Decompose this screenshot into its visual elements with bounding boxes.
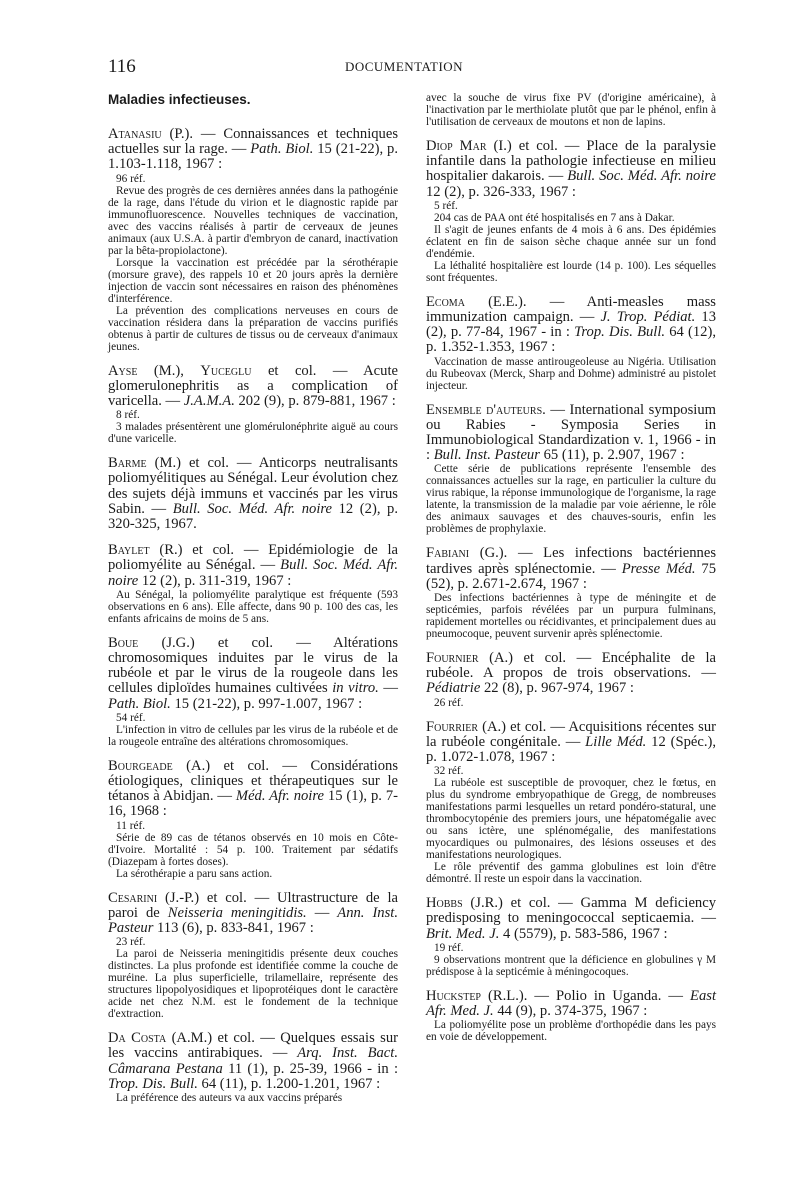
page-number: 116: [108, 56, 136, 77]
author-name: Bourgeade: [108, 757, 173, 774]
journal-title: in vitro.: [332, 680, 379, 697]
bibliography-entry: [108, 364, 398, 446]
citation-text: 64 (12), p. 1.352-1.353, 1967 :: [426, 324, 716, 356]
author-name: Ecoma: [426, 293, 465, 310]
citation-text: 12 (Spéc.), p. 1.072-1.078, 1967 :: [426, 733, 716, 766]
abstract-paragraph: La sérothérapie a paru sans action.: [116, 867, 273, 880]
journal-title: Bull. Soc. Méd. Afr. noire: [108, 557, 398, 589]
citation-text: 15 (21-22), p. 1.103-1.118, 1967 :: [108, 141, 398, 173]
reference-count: 96 réf.: [116, 172, 146, 185]
journal-title: Neisseria meningitidis.: [167, 904, 307, 921]
reference-citation: [108, 759, 398, 820]
abstract: [426, 777, 716, 885]
citation-text: (A.) et col. — Considérations étiologiques, cliniques et thérapeutiques sur le tétanos à Abidjan. —: [108, 757, 398, 805]
reference-citation: [108, 127, 398, 173]
reference-count: 23 réf.: [116, 936, 146, 949]
journal-title: Brit. Med. J.: [426, 925, 500, 942]
journal-title: East Afr. Med. J.: [426, 987, 716, 1020]
abstract: [426, 592, 716, 640]
author-name: Atanasiu: [108, 126, 162, 142]
citation-text: 15 (1), p. 7-16, 1968 :: [108, 788, 398, 820]
abstract: [108, 832, 398, 880]
bibliography-entry: [426, 896, 716, 978]
citation-text: 44 (9), p. 374-375, 1967 :: [493, 1003, 648, 1020]
reference-count: 19 réf.: [434, 941, 464, 954]
reference-citation: [108, 364, 398, 410]
left-column: [108, 92, 398, 1115]
abstract-paragraph: Revue des progrès de ces dernières années dans la pathogénie de la rage, dans l'étude du virion et le diagnostic rapide par immunofluorescence. Nouvelles techniques de vaccination, avec des vaccins réalisés à partir de cerveaux de jeunes animaux (aux U.S.A. à partir d'embryon de canard, inactivation par la bêta-propiolactone).: [108, 184, 398, 257]
citation-text: —: [378, 680, 398, 697]
journal-title: Bull. Inst. Pasteur: [433, 447, 540, 464]
journal-title: Trop. Dis. Bull.: [574, 324, 666, 341]
bibliography-entry: [108, 127, 398, 353]
reference-citation: [426, 403, 716, 464]
author-name: Baylet: [108, 542, 150, 559]
citation-text: (A.) et col. — Encéphalite de la rubéole. A propos de trois observations. —: [426, 650, 716, 682]
citation-text: (J.G.) et col. — Altérations chromosomiques induites par le virus de la rubéole et par le virus de la rougeole dans les cellules diploïdes humaines cultivées: [108, 634, 398, 697]
citation-text: 12 (2), p. 320-325, 1967.: [108, 500, 399, 533]
abstract: [108, 589, 398, 625]
abstract: [108, 948, 398, 1020]
citation-text: 12 (2), p. 326-333, 1967 :: [426, 183, 576, 200]
abstract-paragraph: La paroi de Neisseria meningitidis présente deux couches distinctes. La plus profonde est identifiée comme la couche de muréine. La plus superficielle, trilamellaire, représente des structures lipopolyosidiques et lipoprotéiques dont le caractère acide net chez N.M. est le fondement de la technique d'extraction.: [108, 948, 398, 1021]
abstract: [426, 212, 716, 284]
reference-count: 11 réf.: [116, 819, 146, 832]
citation-text: (E.E.). — Anti-measles mass immunization campaign. —: [426, 293, 716, 326]
citation-text: 113 (6), p. 833-841, 1967 :: [153, 920, 314, 937]
bibliography-entry: [426, 989, 716, 1043]
author-name: Ensemble d'auteurs: [426, 401, 543, 418]
journal-title: Bull. Soc. Méd. Afr. noire: [172, 500, 333, 517]
journal-title: Path. Biol.: [108, 695, 171, 712]
page-header: [108, 56, 700, 80]
bibliography-entry: [426, 546, 716, 640]
abstract-paragraph: La prévention des complications nerveuses en cours de vaccination résidera dans la préparation de vaccins purifiés obtenus à partir de cultures de tissus ou de cerveaux d'animaux jeunes.: [108, 304, 398, 353]
author-name: Huckstep: [426, 987, 481, 1004]
citation-text: 202 (9), p. 879-881, 1967 :: [234, 393, 396, 410]
abstract-paragraph: La poliomyélite pose un problème d'orthopédie dans les pays en voie de développement.: [426, 1019, 716, 1044]
abstract-paragraph: La rubéole est susceptible de provoquer, chez le fœtus, en plus du syndrome embryopathique de Gregg, de nombreuses manifestations parmi lesquelles un retard pondéro-statural, une thrombocytopénie des premiers jours, une hépatomégalie avec ou sans ictère, une splénomégalie, des manifestations myocardiques ou pulmonaires, des lésions osseuses et des manifestations neurologiques.: [426, 777, 716, 862]
running-title: DOCUMENTATION: [344, 59, 464, 74]
citation-text: (M.) et col. — Anticorps neutralisants poliomyélitiques au Sénégal. Leur évolution chez des sujets déjà immuns et vaccinés par les virus Sabin. —: [108, 455, 398, 517]
journal-title: J.A.M.A.: [183, 393, 235, 410]
author-name: Boue: [108, 634, 139, 651]
journal-title: Bull. Soc. Méd. Afr. noire: [567, 168, 716, 185]
bibliography-entry: [108, 456, 398, 532]
abstract-paragraph: Vaccination de masse antirougeoleuse au Nigéria. Utilisation du Rubeovax (Merck, Sharp and Dohme) administré au pistolet injecteur.: [426, 355, 716, 392]
journal-title: Méd. Afr. noire: [235, 788, 324, 805]
citation-text: (I.) et col. — Place de la paralysie infantile dans la pathologie infectieuse en milieu hospitalier dakarois. —: [426, 138, 716, 185]
abstract: [426, 1019, 716, 1043]
reference-count: 32 réf.: [434, 765, 464, 778]
author-name: Diop Mar: [426, 138, 487, 154]
reference-count: 54 réf.: [116, 711, 146, 724]
bibliography-entry: [426, 720, 716, 886]
abstract: [426, 954, 716, 978]
right-column: [426, 92, 716, 1054]
reference-count: 26 réf.: [434, 696, 464, 709]
journal-title: Lille Méd.: [585, 733, 647, 750]
citation-text: 11 (1), p. 25-39, 1966 - in :: [222, 1060, 399, 1077]
reference-count: 8 réf.: [116, 409, 140, 422]
reference-citation: [426, 139, 716, 200]
abstract: [108, 421, 398, 445]
abstract: [108, 185, 398, 353]
reference-citation: [108, 636, 398, 712]
reference-citation: [108, 891, 398, 937]
citation-text: 13 (2), p. 77-84, 1967 - in :: [426, 309, 716, 341]
abstract: [108, 724, 398, 748]
reference-citation: [426, 720, 716, 766]
journal-title: J. Trop. Pédiat.: [600, 309, 696, 326]
citation-text: 22 (8), p. 967-974, 1967 :: [480, 680, 634, 697]
abstract: [108, 1092, 398, 1104]
abstract-paragraph: Cette série de publications représente l'ensemble des connaissances actuelles sur la rage, en particulier la culture du virus rabique, la réponse immunologique de l'organisme, la rage latente, la transmission de la maladie par voie aérienne, le rôle des animaux sauvages et des chauves-souris, enfin les problèmes de prophylaxie.: [426, 463, 716, 536]
citation-text: —: [306, 904, 338, 921]
abstract-paragraph: 9 observations montrent que la déficience en globulines γ M prédispose à la septicémie à méningocoques.: [426, 953, 716, 978]
reference-citation: [426, 546, 716, 592]
citation-text: (P.). — Connaissances et techniques actuelles sur la rage. —: [108, 126, 398, 158]
bibliography-entry: [108, 543, 398, 625]
right-entries: [426, 139, 716, 1043]
author-name: Ayse: [108, 362, 138, 379]
reference-citation: [108, 1031, 398, 1092]
author-name: Cesarini: [108, 889, 158, 906]
abstract: [426, 356, 716, 392]
reference-citation: [426, 989, 716, 1019]
author-name: Barme: [108, 455, 147, 472]
citation-text: 75 (52), p. 2.671-2.674, 1967 :: [426, 560, 717, 592]
abstract-paragraph: Au Sénégal, la poliomyélite paralytique est fréquente (593 observations en 6 ans). Elle affecte, dans 90 p. 100 des cas, les enfants africains de moins de 5 ans.: [108, 588, 398, 625]
author-name: Fabiani: [426, 545, 470, 562]
journal-title: Ann. Inst. Pasteur: [108, 904, 398, 937]
citation-text: (A.M.) et col. — Quelques essais sur les vaccins antirabiques. —: [108, 1030, 398, 1062]
citation-text: 4 (5579), p. 583-586, 1967 :: [499, 925, 668, 942]
bibliography-entry: [108, 891, 398, 1021]
reference-citation: [108, 543, 398, 589]
abstract: [426, 463, 716, 535]
reference-citation: [426, 651, 716, 697]
citation-text: (M.),: [137, 362, 201, 379]
journal-title: Pédiatrie: [426, 680, 481, 697]
citation-text: (R.) et col. — Epidémiologie de la poliomyélite au Sénégal. —: [108, 542, 398, 574]
abstract-paragraph: L'infection in vitro de cellules par les virus de la rubéole et de la rougeole entraîne des altérations chromosomiques.: [108, 723, 398, 748]
author-name: Yuceglu: [200, 362, 252, 379]
abstract-paragraph: 204 cas de PAA ont été hospitalisés en 7 ans à Dakar.: [434, 211, 675, 224]
abstract-paragraph: Série de 89 cas de tétanos observés en 10 mois en Côte-d'Ivoire. Mortalité : 54 p. 100. Traitement par sédatifs (Diazepam à fortes doses).: [108, 831, 398, 868]
citation-text: 64 (11), p. 1.200-1.201, 1967 :: [197, 1075, 381, 1092]
bibliography-entry: [108, 759, 398, 880]
abstract-paragraph: Des infections bactériennes à type de méningite et de septicémies, parfois révélées par un purpura fulminans, rapidement mortelles ou récidivantes, et principalement dues au pneumocoque, peuvent survenir après splénectomie.: [426, 592, 716, 641]
section-title: Maladies infectieuses.: [108, 92, 251, 107]
citation-text: et col. — Acute glomerulonephritis as a complication of varicella. —: [108, 362, 398, 410]
abstract-paragraph: Il s'agit de jeunes enfants de 4 mois à 6 ans. Des épidémies éclatent en fin de saison sèche chaque année sur un fond d'endémie.: [426, 223, 716, 260]
abstract-paragraph: Lorsque la vaccination est précédée par la sérothérapie (morsure grave), des rappels 10 et 20 jours après la dernière injection de vaccin sont nécessaires en raison des phénomènes d'interférence.: [108, 256, 398, 305]
reference-citation: [108, 456, 398, 532]
abstract-paragraph: Le rôle préventif des gamma globulines est loin d'être démontré. Il reste un espoir dans la vaccination.: [426, 861, 716, 886]
bibliography-entry: [426, 651, 716, 709]
citation-text: (G.). — Les infections bactériennes tardives après splénectomie. —: [426, 545, 716, 577]
journal-title: Path. Biol.: [250, 141, 314, 158]
abstract-paragraph: La léthalité hospitalière est lourde (14 p. 100). Les séquelles sont fréquentes.: [426, 259, 716, 284]
journal-title: Presse Méd.: [621, 560, 696, 577]
journal-title: Trop. Dis. Bull.: [108, 1075, 198, 1092]
citation-text: 12 (2), p. 311-319, 1967 :: [138, 572, 292, 589]
reference-citation: [426, 295, 716, 356]
abstract-paragraph: La préférence des auteurs va aux vaccins préparés: [116, 1092, 343, 1105]
citation-text: (J.-P.) et col. — Ultrastructure de la paroi de: [108, 889, 398, 921]
journal-title: Arq. Inst. Bact. Câmarana Pestana: [108, 1045, 398, 1077]
bibliography-entry: [426, 295, 716, 392]
reference-count: 5 réf.: [434, 199, 458, 212]
bibliography-entry: [426, 139, 716, 284]
citation-text: (J.R.) et col. — Gamma M deficiency predisposing to meningococcal septicaemia. —: [426, 895, 716, 927]
author-name: Hobbs: [426, 895, 463, 912]
continued-abstract: avec la souche de virus fixe PV (d'origine américaine), à l'inactivation par le merthiolate plutôt que par le phénol, enfin à l'utilisation de cerveaux de moutons et non de lapins.: [426, 92, 716, 128]
abstract-paragraph: 3 malades présentèrent une glomérulonéphrite aiguë au cours d'une varicelle.: [108, 421, 398, 446]
author-name: Da Costa: [108, 1030, 167, 1047]
author-name: Fournier: [426, 650, 479, 667]
left-entries: [108, 127, 398, 1104]
bibliography-entry: [108, 636, 398, 748]
author-name: Fourrier: [426, 718, 479, 735]
bibliography-entry: [108, 1031, 398, 1104]
citation-text: 15 (21-22), p. 997-1.007, 1967 :: [170, 695, 363, 712]
citation-text: 65 (11), p. 2.907, 1967 :: [539, 447, 685, 464]
citation-text: (A.) et col. — Acquisitions récentes sur la rubéole congénitale. —: [426, 718, 716, 750]
bibliography-entry: [426, 403, 716, 536]
reference-citation: [426, 896, 716, 942]
citation-text: . — International symposium ou Rabies - Symposia Series in Immunobiological Standardization v. 1, 1966 - in :: [426, 401, 716, 464]
citation-text: (R.L.). — Polio in Uganda. —: [481, 987, 691, 1004]
